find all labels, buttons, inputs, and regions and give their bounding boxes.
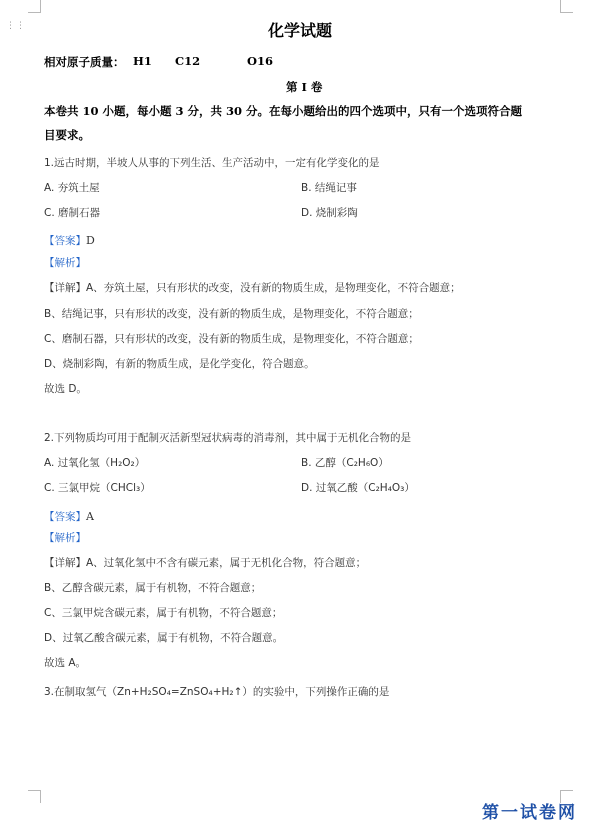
q2-detail-d: D、过氧乙酸含碳元素，属于有机物，不符合题意。: [44, 632, 284, 644]
q2-option-d: D. 过氧乙酸（C₂H₄O₃）: [301, 482, 415, 494]
q2-option-c: C. 三氯甲烷（CHCl₃）: [44, 482, 151, 494]
corner-mark-top-left: [28, 0, 41, 13]
q1-detail-a: [44, 280, 461, 295]
q1-detail-d: D、烧制彩陶，有新的物质生成，是化学变化，符合题意。: [44, 358, 315, 370]
q1-analysis-tag: 【解析】: [44, 257, 86, 269]
atomic-mass-c: C12: [175, 54, 201, 68]
q2-option-a: A. 过氧化氢（H₂O₂）: [44, 457, 146, 469]
instructions-line-1: 本卷共 10 小题，每小题 3 分，共 30 分。在每小题给出的四个选项中，只有一个选项符合题: [44, 104, 523, 118]
q2-detail-b: B、乙醇含碳元素，属于有机物，不符合题意；: [44, 582, 262, 594]
watermark-logo: 第一试卷网: [482, 803, 577, 823]
q2-option-b: B. 乙醇（C₂H₆O）: [301, 457, 389, 469]
q1-detail-c: C、磨制石器，只有形状的改变，没有新的物质生成，是物理变化，不符合题意；: [44, 333, 419, 345]
q2-stem: 2.下列物质均可用于配制灭活新型冠状病毒的消毒剂，其中属于无机化合物的是: [44, 432, 412, 444]
corner-mark-bottom-left: [28, 790, 41, 803]
q3-stem: 3.在制取氢气（Zn+H₂SO₄=ZnSO₄+H₂↑）的实验中，下列操作正确的是: [44, 686, 390, 698]
q1-answer-tag: 【答案】: [44, 235, 86, 247]
page-title: 化学试题: [268, 21, 333, 40]
q2-answer-tag: 【答案】: [44, 511, 86, 523]
atomic-mass-label: 相对原子质量：: [44, 55, 125, 69]
q1-detail-a-text: A、夯筑土屋，只有形状的改变，没有新的物质生成，是物理变化，不符合题意；: [86, 282, 461, 294]
q2-answer-line: [44, 505, 94, 524]
q2-detail-c: C、三氯甲烷含碳元素，属于有机物，不符合题意；: [44, 607, 283, 619]
q1-stem: 1.远古时期，半坡人从事的下列生活、生产活动中，一定有化学变化的是: [44, 157, 380, 169]
instructions-line-2: 目要求。: [44, 128, 90, 142]
corner-mark-top-right: [560, 0, 573, 13]
section-title: 第 I 卷: [286, 80, 323, 94]
q1-option-c: C. 磨制石器: [44, 207, 101, 219]
q2-detail-a: [44, 555, 366, 570]
q1-detail-tag: 【详解】: [44, 282, 86, 294]
q1-option-d: D. 烧制彩陶: [301, 207, 358, 219]
q1-detail-b: B、结绳记事，只有形状的改变，没有新的物质生成，是物理变化，不符合题意；: [44, 308, 419, 320]
drag-handle-icon[interactable]: ⋮⋮: [6, 21, 26, 31]
q1-answer-line: [44, 229, 95, 248]
q2-detail-a-text: A、过氧化氢中不含有碳元素，属于无机化合物，符合题意；: [86, 557, 367, 569]
q2-analysis-tag: 【解析】: [44, 532, 86, 544]
q1-option-b: B. 结绳记事: [301, 182, 357, 194]
atomic-mass-h: H1: [133, 54, 152, 68]
q1-conclusion: 故选 D。: [44, 383, 87, 395]
q1-answer-value: D: [86, 234, 95, 247]
q2-conclusion: 故选 A。: [44, 657, 87, 669]
q2-answer-value: A: [86, 510, 94, 523]
q2-detail-tag: 【详解】: [44, 557, 86, 569]
q1-option-a: A. 夯筑土屋: [44, 182, 100, 194]
atomic-mass-o: O16: [247, 54, 274, 68]
